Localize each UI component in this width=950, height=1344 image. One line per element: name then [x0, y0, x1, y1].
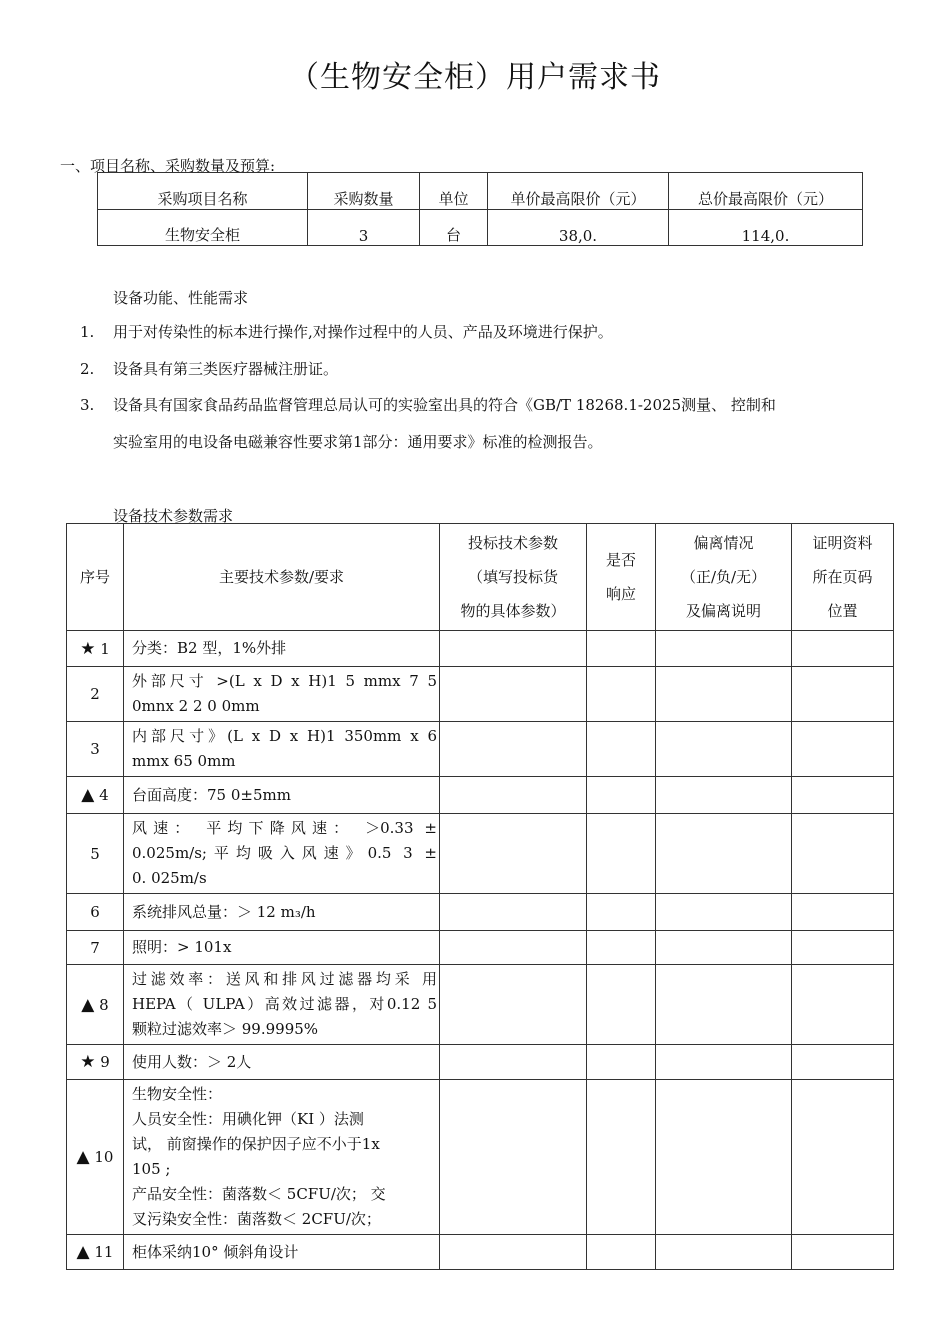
response-cell[interactable]: [587, 667, 656, 722]
requirement-cell: [124, 1080, 440, 1235]
row-number-cell: [67, 894, 124, 931]
budget-data-row: [98, 210, 863, 246]
proof-page-cell[interactable]: [792, 722, 894, 777]
budget-header-cell: 单价最高限价（元）: [488, 173, 669, 210]
bid-params-cell[interactable]: [440, 931, 587, 965]
budget-cell-total-price: 114,0.: [669, 210, 863, 246]
row-number: 6: [90, 903, 100, 921]
deviation-cell[interactable]: [656, 1045, 792, 1080]
header-line: 响应: [605, 585, 636, 603]
proof-page-cell[interactable]: [792, 777, 894, 814]
row-number: 1: [100, 639, 110, 658]
response-cell[interactable]: [587, 894, 656, 931]
row-number: 3: [90, 740, 100, 758]
requirement-line: 柜体采纳10° 倾斜角设计: [132, 1242, 299, 1261]
bid-params-cell[interactable]: [440, 777, 587, 814]
budget-header-cell: 单位: [420, 173, 488, 210]
requirement-cell: [124, 777, 440, 814]
response-cell[interactable]: [587, 777, 656, 814]
budget-cell-unit: 台: [420, 210, 488, 246]
deviation-cell[interactable]: [656, 667, 792, 722]
tech-row: [67, 931, 894, 965]
requirement-item: [80, 351, 900, 388]
proof-page-cell[interactable]: [792, 1235, 894, 1270]
requirement-line: 风速： 平均下降风速： ＞0.33 ±: [132, 819, 437, 837]
requirement-number: 1.: [80, 323, 95, 341]
requirement-cell: [124, 631, 440, 667]
tech-header-row: [67, 524, 894, 631]
row-number: 7: [90, 938, 100, 957]
tech-table-body: [67, 631, 894, 1270]
star-mark-icon: ★: [80, 1052, 96, 1072]
budget-cell-item: 生物安全柜: [98, 210, 308, 246]
requirement-cell: [124, 1045, 440, 1080]
row-number-cell: [67, 722, 124, 777]
deviation-cell[interactable]: [656, 1080, 792, 1235]
requirement-line: 生物安全性：: [132, 1085, 223, 1103]
requirement-line: 0.025m/s;平均吸入风速》0.5 3 ±: [132, 844, 437, 862]
star-mark-icon: ★: [80, 638, 96, 659]
budget-header-row: [98, 173, 863, 210]
requirement-cell: [124, 931, 440, 965]
row-number-cell: [67, 1080, 124, 1235]
triangle-mark-icon: ▲: [81, 994, 95, 1015]
triangle-mark-icon: ▲: [81, 785, 95, 805]
row-number: 4: [99, 786, 109, 804]
header-bid-params: [440, 524, 587, 631]
row-number: 10: [94, 1148, 114, 1166]
row-number-cell: [67, 965, 124, 1045]
header-requirement: 主要技术参数/要求: [124, 524, 440, 631]
requirement-line: 过滤效率：送风和排风过滤器均采 用: [132, 970, 437, 988]
row-number-cell: [67, 931, 124, 965]
requirements-heading: 设备功能、性能需求: [113, 289, 249, 307]
deviation-cell[interactable]: [656, 722, 792, 777]
budget-header-cell: 总价最高限价（元）: [669, 173, 863, 210]
tech-row: [67, 667, 894, 722]
deviation-cell[interactable]: [656, 814, 792, 894]
row-number: 2: [90, 685, 100, 703]
header-line: （正/负/无）: [680, 568, 767, 586]
requirement-line: 照明：> 101x: [132, 938, 232, 956]
requirement-line: 叉污染安全性：菌落数＜ 2CFU/次；: [132, 1210, 381, 1228]
proof-page-cell[interactable]: [792, 1080, 894, 1235]
row-number-cell: [67, 631, 124, 667]
page-title: （生物安全柜）用户需求书: [289, 60, 661, 95]
proof-page-cell[interactable]: [792, 631, 894, 667]
response-cell[interactable]: [587, 722, 656, 777]
budget-cell-quantity: 3: [308, 210, 420, 246]
row-number: 5: [90, 844, 100, 863]
requirement-line: 系统排风总量：＞ 12 m₃/h: [132, 902, 316, 921]
budget-cell-unit-price: 38,0.: [488, 210, 669, 246]
deviation-cell[interactable]: [656, 931, 792, 965]
requirement-line: HEPA（ ULPA）高效过滤器，对0.12 5: [132, 995, 437, 1013]
bid-params-cell[interactable]: [440, 1045, 587, 1080]
requirement-item: [80, 314, 900, 351]
triangle-mark-icon: ▲: [76, 1242, 90, 1262]
requirement-line: 内部尺寸》(L x D x H)1 350mm x 6: [132, 727, 437, 745]
budget-header-cell: 采购数量: [308, 173, 420, 210]
requirement-line: 台面高度：75 0±5mm: [132, 785, 291, 804]
tech-params-table: [66, 523, 894, 1270]
tech-row: [67, 965, 894, 1045]
requirement-line: 分类：B2 型，1%外排: [132, 639, 287, 657]
response-cell[interactable]: [587, 965, 656, 1045]
requirement-line: 外部尺寸 >(L x D x H)1 5 mmx 7 5: [132, 672, 437, 690]
header-line: 是否: [605, 551, 636, 569]
tech-row: [67, 1080, 894, 1235]
proof-page-cell[interactable]: [792, 931, 894, 965]
proof-page-cell[interactable]: [792, 814, 894, 894]
tech-params-heading: 设备技术参数需求: [113, 507, 234, 525]
requirement-text: 实验室用的电设备电磁兼容性要求第1部分：通用要求》标准的检测报告。: [113, 433, 603, 451]
tech-row: [67, 814, 894, 894]
requirement-text: 设备具有第三类医疗器械注册证。: [113, 360, 339, 378]
deviation-cell[interactable]: [656, 631, 792, 667]
requirement-item: [80, 387, 900, 424]
requirement-line: 产品安全性：菌落数＜ 5CFU/次； 交: [132, 1185, 386, 1203]
row-number-cell: [67, 814, 124, 894]
header-deviation: [656, 524, 792, 631]
bid-params-cell[interactable]: [440, 722, 587, 777]
row-number-cell: [67, 1045, 124, 1080]
bid-params-cell[interactable]: [440, 814, 587, 894]
response-cell[interactable]: [587, 1080, 656, 1235]
response-cell[interactable]: [587, 631, 656, 667]
budget-table: [97, 172, 863, 246]
requirement-cell: [124, 814, 440, 894]
deviation-cell[interactable]: [656, 777, 792, 814]
bid-params-cell[interactable]: [440, 631, 587, 667]
requirement-line: mmx 65 0mm: [132, 752, 236, 770]
response-cell[interactable]: [587, 1235, 656, 1270]
bid-params-cell[interactable]: [440, 1235, 587, 1270]
tech-row: [67, 894, 894, 931]
proof-page-cell[interactable]: [792, 894, 894, 931]
requirement-cell: [124, 894, 440, 931]
tech-row: [67, 631, 894, 667]
proof-page-cell[interactable]: [792, 965, 894, 1045]
header-line: 证明资料: [812, 534, 873, 552]
deviation-cell[interactable]: [656, 894, 792, 931]
budget-header-cell: 采购项目名称: [98, 173, 308, 210]
requirement-line: 0. 025m/s: [132, 869, 207, 887]
bid-params-cell[interactable]: [440, 1080, 587, 1235]
header-line: 位置: [827, 602, 858, 620]
header-line: 所在页码: [812, 568, 873, 586]
requirement-line: 105 ;: [132, 1160, 171, 1178]
requirement-number: 3.: [80, 396, 95, 414]
requirement-number: 2.: [80, 360, 95, 378]
section-heading-budget: 一、项目名称、采购数量及预算:: [60, 157, 276, 175]
bid-params-cell[interactable]: [440, 667, 587, 722]
requirement-cell: [124, 667, 440, 722]
requirement-text: 设备具有国家食品药品监督管理总局认可的实验室出具的符合《GB/T 18268.1-2025测量、 控制和: [113, 396, 776, 414]
tech-row: [67, 722, 894, 777]
header-line: 偏离情况: [693, 534, 754, 552]
row-number: 11: [94, 1243, 114, 1261]
tech-row: [67, 1235, 894, 1270]
requirement-cell: [124, 1235, 440, 1270]
header-line: 投标技术参数: [467, 534, 558, 552]
requirement-item-continuation: [80, 424, 900, 461]
requirement-line: 0mnx 2 2 0 0mm: [132, 697, 260, 715]
tech-row: [67, 777, 894, 814]
requirement-line: 试， 前窗操作的保护因子应不小于1x: [132, 1135, 380, 1153]
header-no: 序号: [67, 524, 124, 631]
requirement-line: 颗粒过滤效率＞ 99.9995%: [132, 1020, 319, 1038]
proof-page-cell[interactable]: [792, 1045, 894, 1080]
requirement-cell: [124, 965, 440, 1045]
bid-params-cell[interactable]: [440, 894, 587, 931]
requirement-text: 用于对传染性的标本进行操作,对操作过程中的人员、产品及环境进行保护。: [113, 323, 613, 341]
requirement-line: 使用人数：＞ 2人: [132, 1052, 252, 1071]
header-line: 及偏离说明: [685, 602, 761, 620]
row-number-cell: [67, 667, 124, 722]
row-number-cell: [67, 1235, 124, 1270]
row-number-cell: [67, 777, 124, 814]
header-response: [587, 524, 656, 631]
response-cell[interactable]: [587, 1045, 656, 1080]
bid-params-cell[interactable]: [440, 965, 587, 1045]
triangle-mark-icon: ▲: [76, 1147, 90, 1167]
response-cell[interactable]: [587, 931, 656, 965]
header-line: 物的具体参数）: [460, 602, 566, 620]
deviation-cell[interactable]: [656, 965, 792, 1045]
requirement-cell: [124, 722, 440, 777]
row-number: 8: [99, 995, 109, 1014]
header-proof-page: [792, 524, 894, 631]
response-cell[interactable]: [587, 814, 656, 894]
proof-page-cell[interactable]: [792, 667, 894, 722]
requirement-line: 人员安全性：用碘化钾（KI ）法测: [132, 1110, 364, 1128]
tech-row: [67, 1045, 894, 1080]
deviation-cell[interactable]: [656, 1235, 792, 1270]
header-line: （填写投标货: [467, 568, 558, 586]
row-number: 9: [100, 1053, 110, 1071]
